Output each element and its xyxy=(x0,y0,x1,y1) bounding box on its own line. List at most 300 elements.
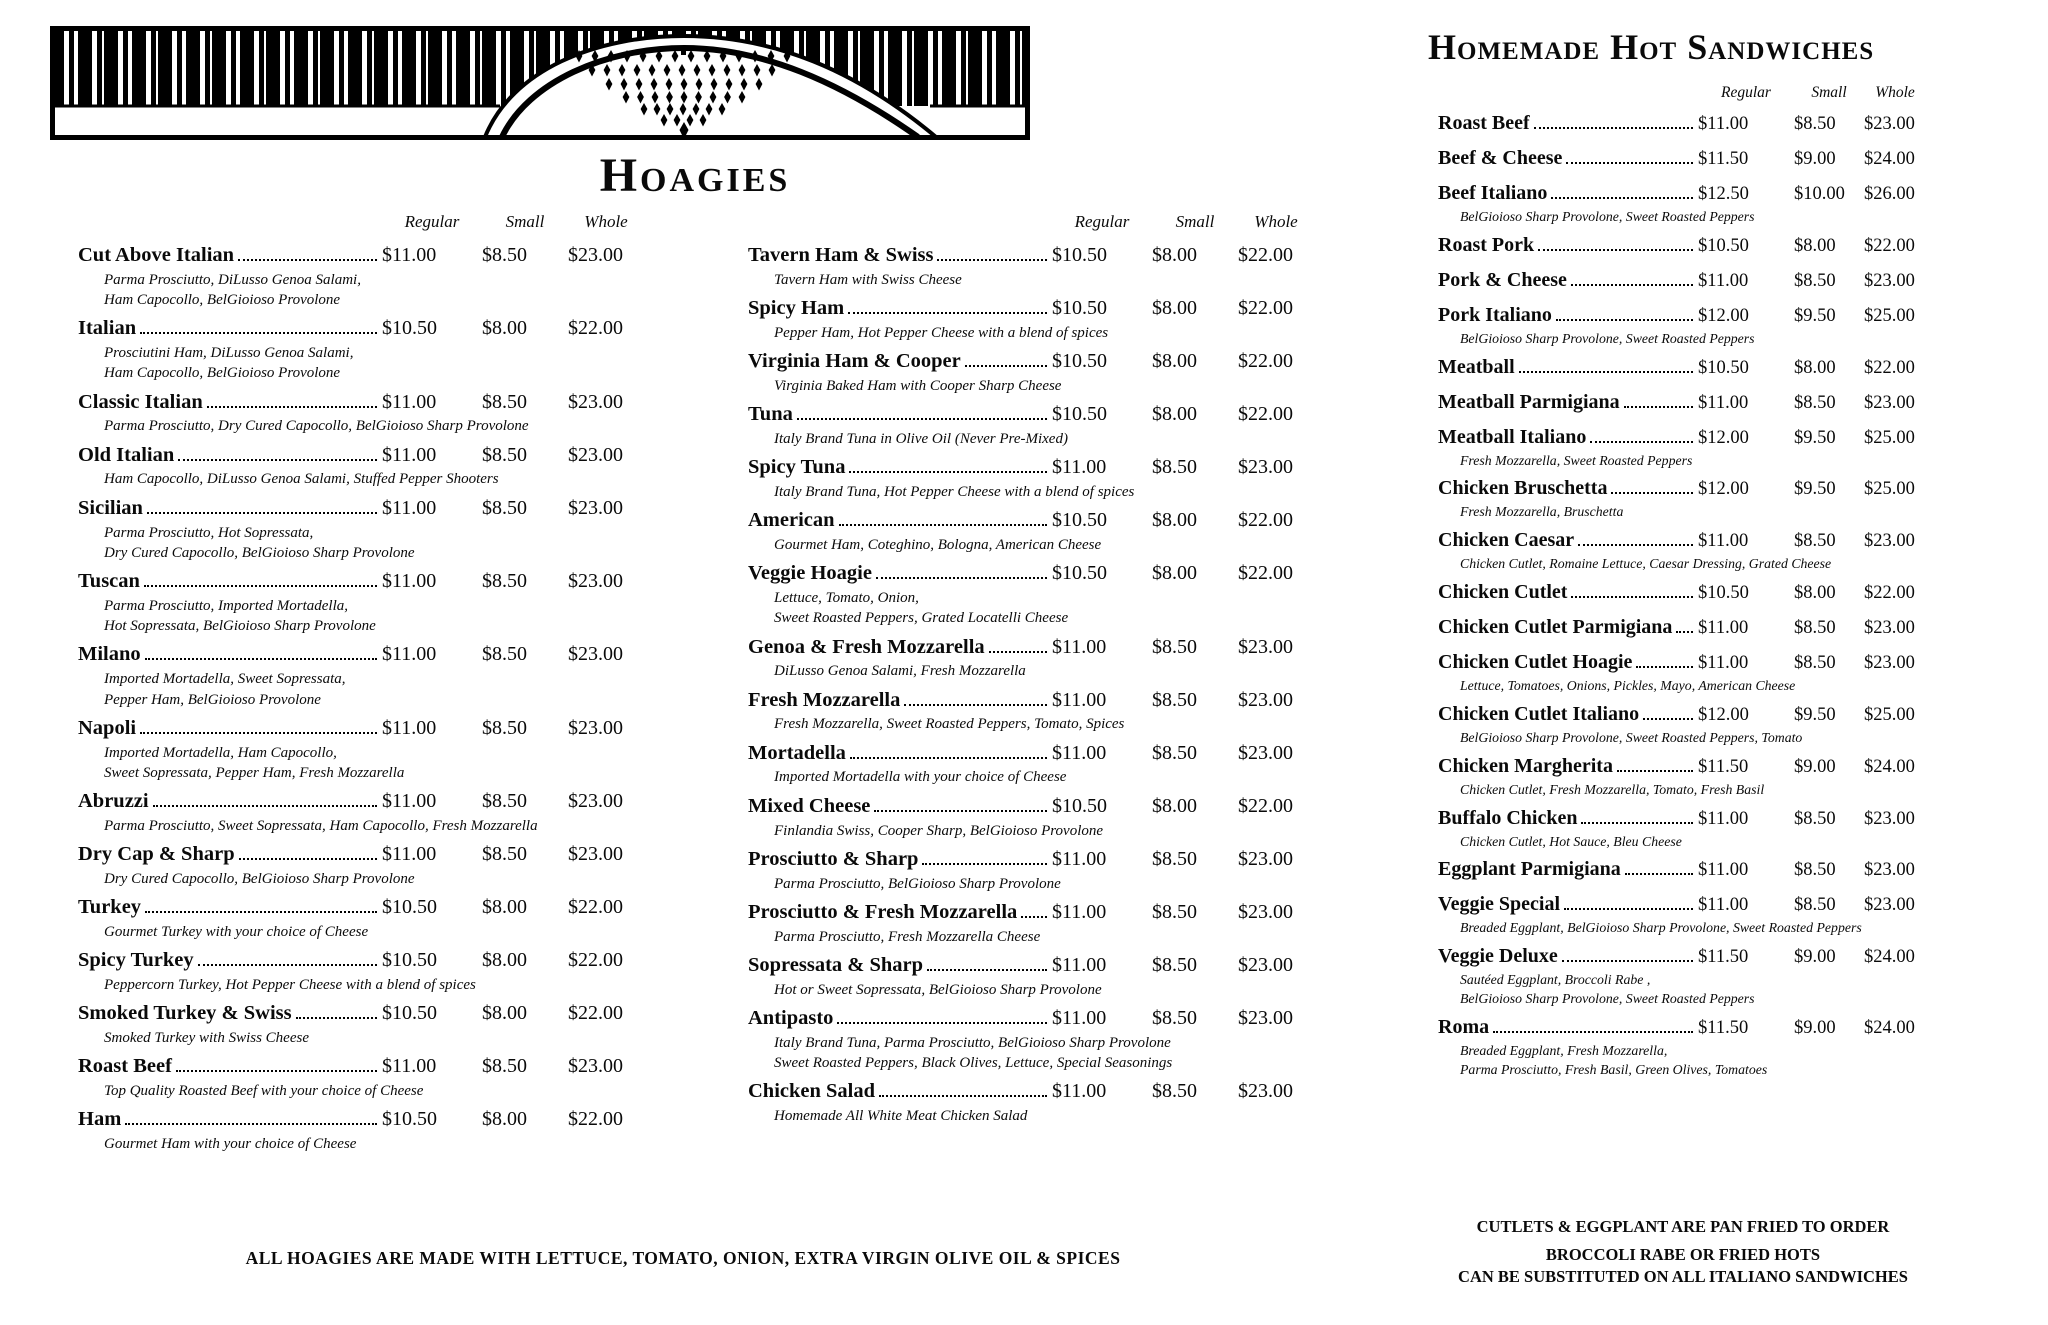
item-price-small: $8.50 xyxy=(1794,895,1836,916)
menu-item-row xyxy=(1438,300,1926,331)
menu-item-row xyxy=(1438,941,1926,972)
item-description-line: Hot or Sweet Sopressata, BelGioioso Sharp Provolone xyxy=(774,981,1102,998)
item-name: Tavern Ham & Swiss xyxy=(748,244,934,266)
item-price-regular: $11.00 xyxy=(382,244,437,266)
item-description-line: Parma Prosciutto, Fresh Basil, Green Olives, Tomatoes xyxy=(1460,1061,1768,1077)
menu-item xyxy=(748,950,1314,999)
item-price-small: $8.50 xyxy=(1794,808,1836,829)
item-name: Milano xyxy=(78,643,141,666)
item-name: Antipasto xyxy=(748,1006,834,1029)
item-price-small: $8.50 xyxy=(1794,392,1836,413)
menu-item xyxy=(748,240,1314,289)
item-name: Prosciutto & Fresh Mozzarella xyxy=(748,900,1018,923)
item-price-regular: $12.00 xyxy=(1698,427,1749,448)
item-price-small: $8.50 xyxy=(1152,1080,1197,1103)
item-name: Roast Beef xyxy=(1438,112,1530,134)
item-price-small: $8.50 xyxy=(482,843,527,866)
menu-item-row xyxy=(1438,889,1926,920)
footer-line: CUTLETS & EGGPLANT ARE PAN FRIED TO ORDER xyxy=(1476,1217,1890,1236)
menu-item-row xyxy=(748,346,1314,377)
hot-sandwiches-title: Homemade Hot Sandwiches xyxy=(1428,27,1875,67)
hoagies-title: Hoagies xyxy=(599,149,791,202)
item-price-regular: $10.50 xyxy=(1052,350,1107,373)
dot-leader xyxy=(1566,162,1693,164)
item-description-line: Imported Mortadella, Ham Capocollo, xyxy=(104,744,337,761)
menu-item xyxy=(748,558,1314,627)
dot-leader xyxy=(965,365,1047,367)
menu-item-row xyxy=(78,945,644,976)
menu-item xyxy=(1438,108,1926,139)
dot-leader xyxy=(850,757,1047,759)
menu-item-row xyxy=(78,998,644,1029)
menu-item-row xyxy=(748,897,1314,928)
dot-leader xyxy=(125,1123,377,1125)
footer-line: CAN BE SUBSTITUTED ON ALL ITALIANO SANDWICHES xyxy=(1458,1266,1908,1286)
price-column-headers xyxy=(78,212,644,232)
item-price-regular: $12.00 xyxy=(1698,479,1749,500)
item-price-regular: $10.50 xyxy=(1052,403,1107,426)
menu-item xyxy=(78,240,644,309)
menu-item xyxy=(78,786,644,835)
item-name: Tuna xyxy=(748,403,793,426)
item-price-regular: $12.00 xyxy=(1698,305,1749,326)
price-header-whole: Whole xyxy=(1254,212,1298,231)
item-price-whole: $24.00 xyxy=(1864,149,1915,169)
menu-item-row xyxy=(78,566,644,597)
item-price-regular: $11.50 xyxy=(1698,1017,1749,1038)
item-price-small: $8.50 xyxy=(1794,270,1836,291)
item-price-small: $8.00 xyxy=(1152,562,1197,585)
item-price-small: $8.50 xyxy=(1794,618,1836,639)
item-price-regular: $10.50 xyxy=(382,1108,437,1131)
item-price-regular: $11.00 xyxy=(1052,1080,1107,1103)
item-price-whole: $23.00 xyxy=(1238,847,1293,870)
item-description-line: Lettuce, Tomato, Onion, xyxy=(774,590,919,607)
item-name: Prosciutto & Sharp xyxy=(748,847,919,870)
item-price-whole: $23.00 xyxy=(1238,1080,1293,1103)
item-price-whole: $22.00 xyxy=(568,1108,623,1131)
dot-leader xyxy=(1617,770,1693,772)
item-name: Veggie Hoagie xyxy=(748,562,872,585)
menu-item-row xyxy=(1438,612,1926,643)
item-price-whole: $23.00 xyxy=(1238,1006,1293,1029)
menu-item-row xyxy=(1438,143,1926,174)
menu-item xyxy=(748,346,1314,395)
menu-item xyxy=(78,998,644,1047)
dot-leader xyxy=(140,332,377,334)
dot-leader xyxy=(1636,666,1693,668)
item-price-small: $8.50 xyxy=(1152,900,1197,923)
item-name: Beef & Cheese xyxy=(1438,147,1563,169)
menu-item xyxy=(1438,422,1926,470)
price-header-small: Small xyxy=(1175,212,1215,231)
item-price-whole: $23.00 xyxy=(1864,860,1915,881)
item-name: American xyxy=(748,509,835,532)
item-price-small: $8.50 xyxy=(482,1055,527,1078)
menu-item-row xyxy=(78,639,644,670)
item-price-small: $8.00 xyxy=(1152,403,1197,426)
item-price-whole: $22.00 xyxy=(1238,794,1293,817)
menu-item xyxy=(78,387,644,436)
item-price-whole: $23.00 xyxy=(568,790,623,813)
menu-item-row xyxy=(1438,422,1926,453)
menu-item xyxy=(748,738,1314,787)
item-price-regular: $12.00 xyxy=(1698,704,1749,725)
menu-item-row xyxy=(1438,178,1926,209)
item-price-whole: $25.00 xyxy=(1864,479,1915,500)
item-description-line: Sweet Roasted Peppers, Grated Locatelli Cheese xyxy=(774,610,1069,627)
menu-item xyxy=(1438,941,1926,1008)
item-price-whole: $22.00 xyxy=(568,896,623,919)
menu-item-row xyxy=(78,1104,644,1135)
item-price-whole: $22.00 xyxy=(1864,357,1915,378)
menu-item-row xyxy=(1438,525,1926,556)
item-description-line: Parma Prosciutto, DiLusso Genoa Salami, xyxy=(104,271,361,288)
menu-item xyxy=(78,566,644,635)
menu-item xyxy=(1438,1012,1926,1079)
item-price-regular: $10.50 xyxy=(1698,235,1749,256)
item-price-small: $9.00 xyxy=(1794,947,1836,968)
menu-item-row xyxy=(748,844,1314,875)
item-price-small: $8.50 xyxy=(1152,953,1197,976)
item-price-regular: $10.50 xyxy=(382,896,437,919)
item-price-small: $8.00 xyxy=(482,317,527,340)
item-description-line: Imported Mortadella, Sweet Sopressata, xyxy=(104,671,346,688)
item-name: Mortadella xyxy=(748,741,846,764)
item-description-line: Gourmet Turkey with your choice of Cheese xyxy=(104,924,369,940)
item-description-line: Italy Brand Tuna in Olive Oil (Never Pre-Mixed) xyxy=(774,430,1068,447)
item-description-line: BelGioioso Sharp Provolone, Sweet Roasted Peppers xyxy=(1460,991,1755,1007)
item-name: Veggie Special xyxy=(1438,893,1561,916)
menu-item-row xyxy=(1438,751,1926,782)
dot-leader xyxy=(1571,596,1693,598)
menu-item-row xyxy=(1438,473,1926,504)
item-price-whole: $24.00 xyxy=(1864,756,1915,777)
menu-item-row xyxy=(1438,387,1926,418)
item-price-whole: $23.00 xyxy=(1238,688,1293,711)
menu-item-row xyxy=(748,293,1314,324)
menu-item-row xyxy=(748,452,1314,483)
item-description-line: Fresh Mozzarella, Bruschetta xyxy=(1460,504,1624,520)
item-description-line: BelGioioso Sharp Provolone, Sweet Roasted Peppers xyxy=(1460,330,1755,346)
item-price-whole: $23.00 xyxy=(1864,808,1915,829)
item-price-regular: $11.00 xyxy=(1052,741,1107,764)
item-name: Veggie Deluxe xyxy=(1438,945,1558,968)
item-price-whole: $23.00 xyxy=(568,643,623,666)
item-description-line: Breaded Eggplant, Fresh Mozzarella, xyxy=(1460,1042,1668,1058)
item-price-whole: $23.00 xyxy=(568,843,623,866)
item-price-regular: $11.00 xyxy=(1698,270,1749,291)
item-description-line: Virginia Baked Ham with Cooper Sharp Cheese xyxy=(774,377,1062,394)
item-price-whole: $22.00 xyxy=(1238,244,1293,266)
item-description-line: Italy Brand Tuna, Hot Pepper Cheese with a blend of spices xyxy=(774,483,1135,500)
item-name: Chicken Cutlet Hoagie xyxy=(1438,651,1633,674)
menu-item xyxy=(1438,265,1926,296)
dot-leader xyxy=(1534,127,1693,129)
item-price-small: $10.00 xyxy=(1794,184,1845,204)
item-name: Chicken Cutlet xyxy=(1438,581,1568,604)
dot-leader xyxy=(1643,718,1693,720)
dot-leader xyxy=(1590,441,1693,443)
item-price-regular: $11.00 xyxy=(1052,1006,1107,1029)
hot-sandwiches-footer-note xyxy=(1428,1216,1938,1287)
item-price-regular: $11.00 xyxy=(1052,953,1107,976)
menu-item-row xyxy=(78,786,644,817)
item-price-whole: $22.00 xyxy=(1238,350,1293,373)
item-price-whole: $25.00 xyxy=(1864,427,1915,448)
item-price-regular: $11.00 xyxy=(1052,635,1107,658)
item-price-small: $8.00 xyxy=(482,949,527,972)
item-price-whole: $23.00 xyxy=(1238,456,1293,479)
dot-leader xyxy=(837,1022,1047,1024)
item-description-line: Parma Prosciutto, Fresh Mozzarella Cheese xyxy=(774,928,1041,945)
item-description-line: Top Quality Roasted Beef with your choice of Cheese xyxy=(104,1083,424,1100)
item-price-small: $8.50 xyxy=(482,244,527,266)
menu-item xyxy=(78,1104,644,1153)
menu-item xyxy=(78,440,644,489)
item-name: Tuscan xyxy=(78,570,140,593)
item-description-line: BelGioioso Sharp Provolone, Sweet Roasted Peppers xyxy=(1460,209,1755,224)
item-description-line: Parma Prosciutto, Hot Sopressata, xyxy=(104,524,314,541)
item-price-small: $9.50 xyxy=(1794,479,1836,500)
item-description-line: Pepper Ham, BelGioioso Provolone xyxy=(104,691,321,708)
item-price-whole: $22.00 xyxy=(568,949,623,972)
item-price-small: $9.00 xyxy=(1794,756,1836,777)
menu-item-row xyxy=(78,892,644,923)
item-price-regular: $10.50 xyxy=(1698,357,1749,378)
item-price-regular: $11.00 xyxy=(382,843,437,866)
menu-item xyxy=(1438,143,1926,174)
menu-item xyxy=(78,493,644,562)
item-price-whole: $23.00 xyxy=(1864,653,1915,674)
item-name: Buffalo Chicken xyxy=(1438,806,1578,829)
menu-item xyxy=(1438,577,1926,608)
menu-item-row xyxy=(748,240,1314,271)
item-price-whole: $23.00 xyxy=(1238,741,1293,764)
menu-item xyxy=(1438,387,1926,418)
item-price-small: $8.00 xyxy=(1794,235,1836,256)
item-price-small: $8.00 xyxy=(1152,794,1197,817)
item-price-regular: $11.00 xyxy=(1052,688,1107,711)
menu-item xyxy=(748,897,1314,946)
item-name: Meatball xyxy=(1438,355,1515,378)
dot-leader xyxy=(1519,371,1693,373)
menu-item xyxy=(748,1076,1314,1125)
item-price-small: $8.00 xyxy=(1794,357,1836,378)
menu-item-row xyxy=(1438,699,1926,730)
menu-item-row xyxy=(748,632,1314,663)
item-price-small: $8.00 xyxy=(1152,509,1197,532)
item-price-regular: $10.50 xyxy=(1698,583,1749,604)
price-header-regular: Regular xyxy=(1721,84,1771,101)
price-header-small: Small xyxy=(505,212,545,231)
item-price-small: $8.00 xyxy=(1152,350,1197,373)
item-price-regular: $11.00 xyxy=(382,390,437,413)
item-price-small: $8.50 xyxy=(1152,1006,1197,1029)
menu-item xyxy=(1438,803,1926,851)
item-price-regular: $11.00 xyxy=(1698,860,1749,881)
dot-leader xyxy=(922,863,1047,865)
dot-leader xyxy=(1021,916,1047,918)
item-price-whole: $23.00 xyxy=(1238,635,1293,658)
menu-item xyxy=(1438,473,1926,521)
item-price-whole: $23.00 xyxy=(1238,953,1293,976)
item-price-regular: $10.50 xyxy=(1052,794,1107,817)
item-price-whole: $23.00 xyxy=(1864,531,1915,552)
menu-item-row xyxy=(78,493,644,524)
item-price-whole: $23.00 xyxy=(568,716,623,739)
item-description-line: BelGioioso Sharp Provolone, Sweet Roasted Peppers, Tomato xyxy=(1460,729,1803,745)
item-price-whole: $23.00 xyxy=(568,390,623,413)
hoagies-column-left xyxy=(78,212,644,1157)
item-price-small: $8.50 xyxy=(482,716,527,739)
menu-item xyxy=(78,639,644,708)
item-name: Smoked Turkey & Swiss xyxy=(78,1002,292,1025)
item-price-small: $8.00 xyxy=(482,896,527,919)
item-name: Roast Beef xyxy=(78,1055,172,1078)
item-name: Turkey xyxy=(78,896,142,919)
menu-item-row xyxy=(78,387,644,418)
item-description-line: Chicken Cutlet, Hot Sauce, Bleu Cheese xyxy=(1460,833,1682,849)
item-name: Pork Italiano xyxy=(1438,303,1552,326)
item-name: Chicken Cutlet Italiano xyxy=(1438,702,1640,725)
item-price-regular: $11.00 xyxy=(1052,900,1107,923)
menu-item xyxy=(78,1051,644,1100)
price-header-whole: Whole xyxy=(584,212,628,231)
item-name: Abruzzi xyxy=(78,790,149,813)
item-description-line: Ham Capocollo, DiLusso Genoa Salami, Stuffed Pepper Shooters xyxy=(104,471,499,488)
item-price-small: $8.50 xyxy=(482,570,527,593)
menu-item xyxy=(78,713,644,782)
menu-item-row xyxy=(78,440,644,471)
menu-item-row xyxy=(1438,108,1926,139)
item-description-line: Ham Capocollo, BelGioioso Provolone xyxy=(104,292,341,309)
dot-leader xyxy=(1578,544,1693,546)
price-header-whole: Whole xyxy=(1875,84,1915,101)
item-price-whole: $22.00 xyxy=(1238,562,1293,585)
menu-item xyxy=(748,685,1314,734)
dot-leader xyxy=(238,259,377,261)
item-price-whole: $22.00 xyxy=(1238,297,1293,320)
item-price-whole: $23.00 xyxy=(1238,900,1293,923)
item-description-line: Peppercorn Turkey, Hot Pepper Cheese with a blend of spices xyxy=(104,977,476,994)
menu-item xyxy=(78,892,644,941)
menu-item xyxy=(748,293,1314,342)
item-price-small: $8.50 xyxy=(1152,635,1197,658)
item-price-small: $8.00 xyxy=(1152,297,1197,320)
item-price-whole: $25.00 xyxy=(1864,704,1915,725)
item-name: Roma xyxy=(1438,1015,1490,1038)
item-price-small: $8.50 xyxy=(1152,688,1197,711)
menu-item xyxy=(748,505,1314,554)
item-name: Old Italian xyxy=(78,443,175,466)
menu-item-row xyxy=(78,313,644,344)
price-header-small: Small xyxy=(1811,84,1847,101)
item-price-regular: $11.00 xyxy=(382,570,437,593)
dot-leader xyxy=(1625,873,1693,875)
item-price-small: $8.00 xyxy=(482,1002,527,1025)
item-description-line: Dry Cured Capocollo, BelGioioso Sharp Provolone xyxy=(104,544,415,561)
item-price-small: $8.00 xyxy=(1794,583,1836,604)
menu-item-row xyxy=(748,505,1314,536)
hoagies-footer-note: ALL HOAGIES ARE MADE WITH LETTUCE, TOMATO, ONION, EXTRA VIRGIN OLIVE OIL & SPICES xyxy=(245,1248,1121,1268)
item-price-regular: $11.00 xyxy=(382,716,437,739)
item-price-regular: $11.00 xyxy=(382,1055,437,1078)
menu-item-row xyxy=(748,685,1314,716)
item-description-line: Fresh Mozzarella, Sweet Roasted Peppers, Tomato, Spices xyxy=(774,716,1125,733)
menu-item xyxy=(1438,525,1926,573)
item-name: Fresh Mozzarella xyxy=(748,688,901,711)
item-name: Pork & Cheese xyxy=(1438,268,1567,291)
menu-item-row xyxy=(1438,803,1926,834)
menu-item-row xyxy=(78,839,644,870)
item-description-line: Finlandia Swiss, Cooper Sharp, BelGioioso Provolone xyxy=(774,822,1104,839)
item-price-regular: $11.00 xyxy=(1052,456,1107,479)
dot-leader xyxy=(296,1017,377,1019)
item-price-whole: $23.00 xyxy=(1864,270,1915,291)
item-price-small: $8.50 xyxy=(482,790,527,813)
item-price-small: $9.50 xyxy=(1794,305,1836,326)
item-description-line: Sweet Roasted Peppers, Black Olives, Lettuce, Special Seasonings xyxy=(774,1055,1173,1071)
item-price-small: $8.50 xyxy=(482,643,527,666)
dot-leader xyxy=(1571,284,1693,286)
item-price-small: $9.00 xyxy=(1794,1017,1836,1038)
menu-item-row xyxy=(1438,854,1926,885)
item-price-small: $9.00 xyxy=(1794,149,1836,169)
dot-leader xyxy=(144,585,377,587)
dot-leader xyxy=(1624,406,1693,408)
dot-leader xyxy=(848,312,1047,314)
item-description-line: Lettuce, Tomatoes, Onions, Pickles, Mayo, American Cheese xyxy=(1460,678,1796,694)
menu-item xyxy=(1438,751,1926,799)
item-price-small: $8.50 xyxy=(1152,456,1197,479)
menu-item-row xyxy=(1438,577,1926,608)
item-description-line: Chicken Cutlet, Fresh Mozzarella, Tomato, Fresh Basil xyxy=(1460,781,1765,797)
item-price-regular: $11.00 xyxy=(1052,847,1107,870)
hoagies-column-right xyxy=(748,212,1314,1129)
item-price-small: $8.50 xyxy=(1152,847,1197,870)
item-price-whole: $23.00 xyxy=(568,570,623,593)
item-price-small: $8.50 xyxy=(482,390,527,413)
item-name: Chicken Salad xyxy=(748,1080,876,1103)
item-description-line: Tavern Ham with Swiss Cheese xyxy=(774,271,962,288)
item-name: Genoa & Fresh Mozzarella xyxy=(748,635,985,658)
item-description-line: Smoked Turkey with Swiss Cheese xyxy=(104,1030,309,1047)
dot-leader xyxy=(989,651,1047,653)
item-name: Roast Pork xyxy=(1438,233,1535,256)
hot-sandwiches-column xyxy=(1438,84,1926,1083)
item-price-whole: $22.00 xyxy=(1238,509,1293,532)
dot-leader xyxy=(176,1070,377,1072)
item-price-regular: $10.50 xyxy=(1052,509,1107,532)
item-price-whole: $23.00 xyxy=(568,443,623,466)
item-description-line: Sautéed Eggplant, Broccoli Rabe , xyxy=(1460,972,1651,988)
menu-item-row xyxy=(748,558,1314,589)
item-description-line: Pepper Ham, Hot Pepper Cheese with a blend of spices xyxy=(774,324,1109,341)
menu-item xyxy=(1438,178,1926,226)
dot-leader xyxy=(1581,822,1693,824)
item-price-whole: $23.00 xyxy=(568,1055,623,1078)
menu-item-row xyxy=(748,738,1314,769)
item-price-whole: $23.00 xyxy=(1864,392,1915,413)
item-price-regular: $10.50 xyxy=(1052,244,1107,266)
item-description-line: Parma Prosciutto, Sweet Sopressata, Ham Capocollo, Fresh Mozzarella xyxy=(104,817,538,834)
item-description-line: Prosciutini Ham, DiLusso Genoa Salami, xyxy=(104,345,354,362)
item-price-regular: $11.00 xyxy=(1698,808,1749,829)
item-price-regular: $11.00 xyxy=(382,643,437,666)
item-price-whole: $24.00 xyxy=(1864,947,1915,968)
item-price-whole: $22.00 xyxy=(568,1002,623,1025)
